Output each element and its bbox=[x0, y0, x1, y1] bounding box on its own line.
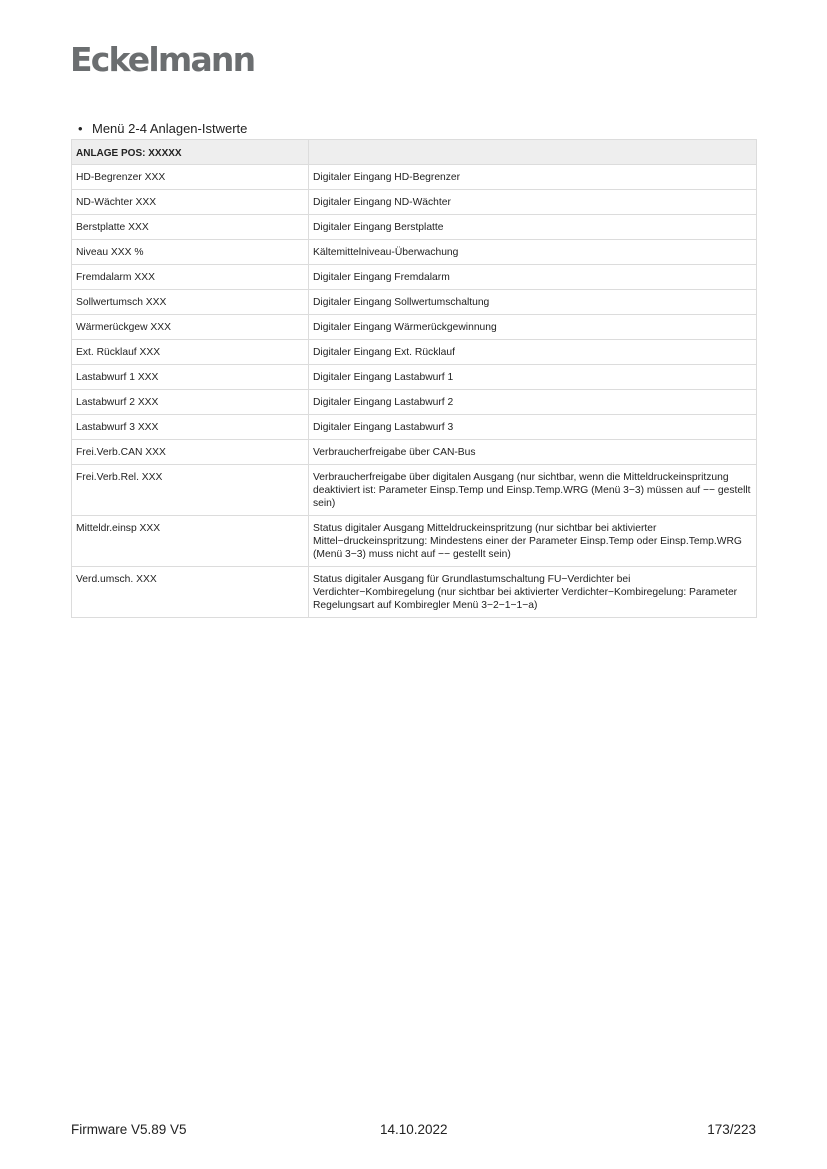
description-cell: Kältemittelniveau-Überwachung bbox=[309, 240, 757, 265]
footer-date: 14.10.2022 bbox=[380, 1122, 448, 1137]
description-cell: Digitaler Eingang Fremdalarm bbox=[309, 265, 757, 290]
parameter-cell: Frei.Verb.CAN XXX bbox=[72, 440, 309, 465]
parameter-cell: Wärmerückgew XXX bbox=[72, 315, 309, 340]
bullet-icon: • bbox=[78, 121, 83, 136]
table-row bbox=[72, 567, 757, 618]
parameter-cell: Lastabwurf 3 XXX bbox=[72, 415, 309, 440]
table-row bbox=[72, 465, 757, 516]
parameter-cell: Fremdalarm XXX bbox=[72, 265, 309, 290]
footer-page-number: 173/223 bbox=[707, 1122, 756, 1137]
parameter-cell: Mitteldr.einsp XXX bbox=[72, 516, 309, 567]
parameter-cell: HD-Begrenzer XXX bbox=[72, 165, 309, 190]
parameter-cell: Ext. Rücklauf XXX bbox=[72, 340, 309, 365]
table-row bbox=[72, 215, 757, 240]
description-cell: Digitaler Eingang Lastabwurf 3 bbox=[309, 415, 757, 440]
description-cell: Digitaler Eingang ND-Wächter bbox=[309, 190, 757, 215]
table-header-row bbox=[72, 140, 757, 165]
description-cell: Status digitaler Ausgang für Grundlastumschaltung FU−Verdichter bei Verdichter−Kombiregelung (nur sichtbar bei aktivierter Verdichter−Kombiregelung: Parameter Regelungsart auf Kombiregler Menü 3−2−1−1−a) bbox=[309, 567, 757, 618]
table-row bbox=[72, 165, 757, 190]
table-row bbox=[72, 190, 757, 215]
table-row bbox=[72, 365, 757, 390]
table-row bbox=[72, 415, 757, 440]
parameter-cell: Lastabwurf 1 XXX bbox=[72, 365, 309, 390]
description-cell: Digitaler Eingang Berstplatte bbox=[309, 215, 757, 240]
parameter-cell: Frei.Verb.Rel. XXX bbox=[72, 465, 309, 516]
values-table bbox=[71, 139, 757, 618]
table-header-cell bbox=[309, 140, 757, 165]
table-row bbox=[72, 516, 757, 567]
table-header-cell: ANLAGE POS: XXXXX bbox=[72, 140, 309, 165]
section-heading bbox=[78, 121, 247, 137]
table-row bbox=[72, 265, 757, 290]
company-logo: Eckelmann bbox=[70, 40, 255, 79]
description-cell: Digitaler Eingang Sollwertumschaltung bbox=[309, 290, 757, 315]
parameter-cell: Lastabwurf 2 XXX bbox=[72, 390, 309, 415]
section-title: Menü 2-4 Anlagen-Istwerte bbox=[92, 121, 248, 136]
table-row bbox=[72, 440, 757, 465]
table-row bbox=[72, 290, 757, 315]
parameter-cell: Verd.umsch. XXX bbox=[72, 567, 309, 618]
description-cell: Digitaler Eingang Lastabwurf 2 bbox=[309, 390, 757, 415]
table-row bbox=[72, 390, 757, 415]
table-row bbox=[72, 240, 757, 265]
description-cell: Verbraucherfreigabe über CAN-Bus bbox=[309, 440, 757, 465]
parameter-cell: Sollwertumsch XXX bbox=[72, 290, 309, 315]
description-cell: Status digitaler Ausgang Mitteldruckeinspritzung (nur sichtbar bei aktivierter Mittel−druckeinspritzung: Mindestens einer der Parameter Einsp.Temp oder Einsp.Temp.WRG (Menü 3−3) muss nicht auf −− gestellt sein) bbox=[309, 516, 757, 567]
parameter-cell: Berstplatte XXX bbox=[72, 215, 309, 240]
parameter-cell: ND-Wächter XXX bbox=[72, 190, 309, 215]
description-cell: Digitaler Eingang Lastabwurf 1 bbox=[309, 365, 757, 390]
description-cell: Digitaler Eingang Wärmerückgewinnung bbox=[309, 315, 757, 340]
footer-firmware-version: Firmware V5.89 V5 bbox=[71, 1122, 187, 1137]
table-row bbox=[72, 340, 757, 365]
table-row bbox=[72, 315, 757, 340]
parameter-cell: Niveau XXX % bbox=[72, 240, 309, 265]
description-cell: Verbraucherfreigabe über digitalen Ausgang (nur sichtbar, wenn die Mitteldruckeinspritzung deaktiviert ist: Parameter Einsp.Temp und Einsp.Temp.WRG (Menü 3−3) müssen auf −− gestellt sein) bbox=[309, 465, 757, 516]
description-cell: Digitaler Eingang HD-Begrenzer bbox=[309, 165, 757, 190]
description-cell: Digitaler Eingang Ext. Rücklauf bbox=[309, 340, 757, 365]
